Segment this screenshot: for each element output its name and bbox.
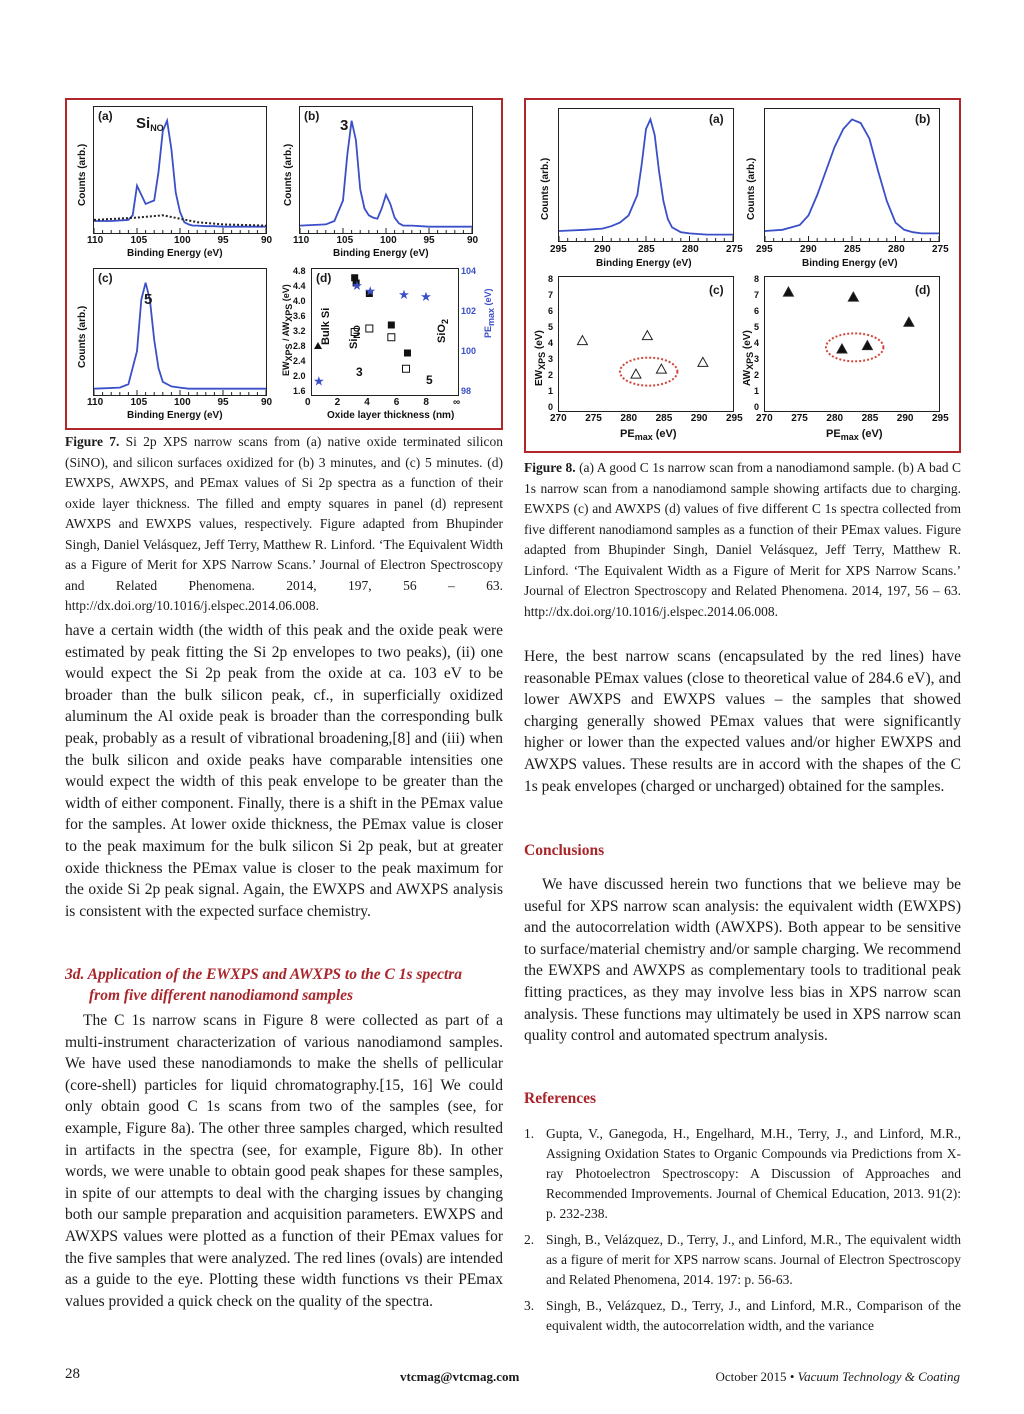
fig8a-plot	[558, 108, 734, 242]
fig8b-tag: (b)	[915, 112, 931, 126]
x-tick-label: 100	[174, 397, 191, 408]
fig7a-tag: (a)	[98, 109, 113, 123]
y-tick-label: 7	[754, 290, 760, 300]
x-tick-label: 90	[261, 235, 273, 246]
fig8c-xticks	[550, 413, 743, 425]
ew-triangle-point	[631, 369, 641, 378]
references-heading: References	[524, 1090, 597, 1107]
x-tick-label: 0	[305, 397, 311, 408]
fig7c-tag: (c)	[98, 271, 113, 285]
guide-oval	[620, 358, 677, 386]
fig8-caption-text: (a) A good C 1s narrow scan from a nanodiamond sample. (b) A bad C 1s narrow scan from a nanodiamond sample showing artifacts due to charging. EWXPS (c) and AWXPS (d) values of five different C 1s spectra collected from five different nanodiamond samples as a function of their PEmax values. Figure adapted from Bhupinder Singh, Daniel Velásquez, Jeff Terry, Matthew R. Linford. ‘The Equivalent Width as a Figure of Merit for XPS Narrow Scans.’ Journal of Electron Spectroscopy and Related Phenomena. 2014, 197, 56 – 63. http://dx.doi.org/10.1016/j.elspec.2014.06.008.	[524, 460, 961, 619]
conclusions-text-block	[524, 874, 961, 1047]
pemax-star: ★	[313, 374, 325, 390]
y2-tick-label: 104	[461, 266, 477, 276]
reference-number: 1.	[524, 1126, 535, 1141]
x-tick-label: 95	[423, 235, 435, 246]
x-tick-label: 295	[550, 244, 567, 255]
section-3d-heading	[65, 964, 503, 1006]
x-tick-label: 105	[130, 397, 148, 408]
y-tick-label: 5	[548, 322, 554, 332]
y-tick-label: 0	[548, 402, 554, 412]
fig7-panel-c	[77, 268, 277, 421]
fig8a-svg	[559, 109, 733, 241]
fig8c-svg	[559, 277, 733, 411]
fig7-caption-lead: Figure 7.	[65, 434, 120, 449]
figure-7-caption	[65, 432, 503, 617]
y-tick-label: 3.2	[293, 326, 306, 336]
fig7b-ylabel: Counts (arb.)	[283, 143, 294, 206]
left-para1-text: have a certain width (the width of this peak and the oxide peak were estimated by peak fitting the Si 2p envelopes to two peaks), (ii) one would expect the Si 2p peak from the oxide at ca. 103 eV to be broader than the bulk silicon peak, cf., in superficially oxidized aluminum the Al oxide peak is broader than the corresponding bulk peak, probably as a result of vibrational broadening,[8] and (iii) when the bulk silicon and oxide peaks have comparable intensities one would expect the width of this peak envelope to be greater than the width of either component. Finally, there is a shift in the PEmax value for the samples. At lower oxide thickness, the PEmax value is closer to the peak maximum for the bulk silicon Si 2p peak, but at greater oxide thickness the PEmax value is closer to the peak maximum for the oxide Si 2p peak signal. Again, the EWXPS and AWXPS analysis is consistent with the expected surface chemistry.	[65, 622, 503, 920]
y-tick-label: 3.6	[293, 311, 306, 321]
fig7a-plot	[93, 106, 267, 234]
fig7d-lab-3: 3	[356, 365, 363, 379]
fig8b-plot	[764, 108, 940, 242]
fig7-panel-b	[283, 106, 483, 259]
reference-number: 3.	[524, 1298, 535, 1313]
fig8b-svg	[765, 109, 939, 241]
x-tick-label: 4	[364, 397, 370, 408]
x-tick-label: 295	[726, 413, 743, 424]
fig8-panel-b	[744, 108, 954, 276]
section-3d-heading-line2: from five different nanodiamond samples	[89, 987, 354, 1004]
fig8-panel-d	[744, 276, 954, 448]
x-tick-label: 110	[87, 397, 104, 408]
fig7c-xlabel: Binding Energy (eV)	[127, 410, 223, 421]
y-tick-label: 4.8	[293, 266, 306, 276]
x-tick-label: 290	[896, 413, 914, 424]
fig8-caption-lead: Figure 8.	[524, 460, 576, 475]
pemax-star: ★	[364, 284, 376, 300]
fig7b-plot	[299, 106, 473, 234]
fig7d-ylabel-left: $EW_{XPS} / AW_{XPS}$ (eV)	[281, 284, 294, 376]
y2-tick-label: 102	[461, 306, 477, 316]
x-tick-label: 280	[826, 413, 844, 424]
conclusions-text: We have discussed herein two functions that we believe may be useful for XPS narrow scan analysis: the equivalent width (EWXPS) and the autocorrelation width (AWXPS). Both appear to be sensitive to surface/material chemistry and/or sample charging. We recommend the EWXPS and AWXPS as complementary tools to traditional peak fitting practices, as they may involve less bias in XPS narrow scan analysis. These functions may ultimately be used in XPS narrow scan quality control and automated spectrum analysis.	[524, 876, 961, 1045]
ew-triangle-point	[642, 331, 652, 340]
fig8d-svg	[765, 277, 939, 411]
x-tick-label: 100	[380, 235, 397, 246]
x-tick-label: 8	[423, 397, 429, 408]
fig8b-xlabel: Binding Energy (eV)	[802, 258, 898, 269]
x-tick-label: 285	[844, 244, 861, 255]
spectrum-line	[559, 119, 733, 234]
x-tick-label: 110	[87, 235, 104, 246]
fig8c-ylabel: $EW_{XPS}$ (eV)	[534, 330, 547, 386]
x-tick-label: 105	[130, 235, 148, 246]
x-tick-label: 290	[594, 244, 611, 255]
y-tick-label: 8	[548, 274, 554, 284]
fig7-caption-text: Si 2p XPS narrow scans from (a) native oxide terminated silicon (SiNO), and silicon surfaces oxidized for (b) 3 minutes, and (c) 5 minutes. (d) EWXPS, AWXPS, and PEmax values of Si 2p spectra as a function of their oxide layer thickness. The filled and empty squares in panel (d) represent AWXPS and EWXPS values, respectively. Figure adapted from Bhupinder Singh, Daniel Velásquez, Jeff Terry, Matthew R. Linford. ‘The Equivalent Width as a Figure of Merit for XPS Narrow Scans.’ Journal of Electron Spectroscopy and Related Phenomena. 2014, 197, 56 – 63. http://dx.doi.org/10.1016/j.elspec.2014.06.008.	[65, 434, 503, 613]
x-tick-label: 270	[550, 413, 567, 424]
left-column-para2	[65, 1010, 503, 1312]
y-tick-label: 4.0	[293, 296, 306, 306]
x-tick-label: 90	[261, 397, 273, 408]
x-tick-label: 285	[861, 413, 879, 424]
fig8c-plot	[558, 276, 734, 412]
fig7d-yticks-right	[461, 268, 481, 396]
footer-email[interactable]: vtcmag@vtcmag.com	[400, 1369, 520, 1384]
spectrum-line	[765, 119, 939, 233]
ew-empty-square	[388, 334, 395, 341]
y2-tick-label: 100	[461, 346, 477, 356]
fig7a-xticks	[87, 235, 273, 247]
fig8a-xticks	[550, 244, 743, 256]
y-tick-label: 7	[548, 290, 554, 300]
fig7b-xticks	[293, 235, 479, 247]
x-tick-label: 6	[393, 397, 400, 408]
spectrum-line	[94, 283, 266, 389]
y-tick-label: 4	[754, 338, 760, 348]
fig8a-tag: (a)	[709, 112, 724, 126]
fig7d-xticks	[305, 397, 461, 409]
x-tick-label: 275	[726, 244, 743, 255]
y-tick-label: 6	[548, 306, 554, 316]
ew-empty-square	[403, 365, 410, 372]
x-tick-label: 275	[791, 413, 808, 424]
aw-triangle-point	[848, 292, 858, 301]
figure-7	[65, 98, 503, 430]
x-tick-label: 290	[690, 413, 708, 424]
aw-triangle-point	[837, 344, 847, 353]
right-para1-text: Here, the best narrow scans (encapsulated by the red lines) have reasonable PEmax values (close to theoretical value of 284.6 eV), and lower AWXPS and EWXPS values – the samples that showed charging generally showed PEmax values that were significantly higher or lower than the expected values and/or higher EWXPS and AWXPS values. These results are in accord with the shapes of the C 1s peak envelopes (charged or uncharged) obtained for the samples.	[524, 648, 961, 795]
fig8d-ylabel: $AW_{XPS}$ (eV)	[742, 330, 755, 386]
fig7c-plot	[93, 268, 267, 396]
fig7d-xlabel: Oxide layer thickness (nm)	[327, 410, 455, 421]
fig7d-lab-bulk: Bulk Si	[320, 307, 332, 345]
fig7c-svg	[94, 269, 266, 395]
fig7-panel-a	[77, 106, 277, 259]
x-tick-label: 280	[888, 244, 905, 255]
fig8-panel-a	[530, 108, 743, 276]
fig7b-svg	[300, 107, 472, 233]
y-tick-label: 1.6	[293, 386, 306, 396]
y-tick-label: 1	[548, 386, 554, 396]
reference-item	[524, 1124, 961, 1224]
ew-triangle-point	[698, 357, 708, 366]
x-tick-label: 270	[756, 413, 773, 424]
x-tick-label: 280	[682, 244, 699, 255]
fig8c-xlabel: $PE_{max}$ (eV)	[620, 428, 677, 442]
aw-filled-square	[404, 350, 411, 357]
pemax-star: ★	[351, 279, 363, 295]
fig8d-xticks	[756, 413, 949, 425]
fig7a-ylabel: Counts (arb.)	[77, 143, 88, 206]
x-tick-label: 100	[174, 235, 191, 246]
y2-tick-label: 98	[461, 386, 472, 396]
ew-empty-square	[366, 325, 373, 332]
reference-number: 2.	[524, 1232, 535, 1247]
y-tick-label: 2.0	[293, 371, 306, 381]
x-tick-label: 90	[467, 235, 479, 246]
footer-magazine: Vacuum Technology & Coating	[797, 1369, 960, 1384]
left-para2-text: The C 1s narrow scans in Figure 8 were collected as part of a multi-instrument characterization of various nanodiamond samples. We have used these nanodiamonds to make the shells of pellicular (core-shell) particles for liquid chromatography.[15, 16] We could only obtain good C 1s scans from two of the samples (see, for example, Figure 8a). The other three samples charged, which resulted in artifacts in the spectra (see, for example, Figure 8b). In other words, we were unable to obtain good peak shapes for these samples, in spite of our attempts to deal with the charging issues by changing both our sample preparation and acquisition parameters. EWXPS and AWXPS values were plotted as a function of their PEmax values for the five samples that were analyzed. The red lines (ovals) are intended as a guide to the eye. Plotting these width functions vs their PEmax values provided a quick check on the quality of the spectra.	[65, 1012, 503, 1310]
reference-item	[524, 1296, 961, 1336]
fig8d-yticks	[754, 276, 764, 412]
fig7d-yticks-left	[293, 268, 309, 396]
figure-8	[524, 98, 961, 453]
x-tick-label: ∞	[453, 397, 461, 408]
fig7a-svg	[94, 107, 266, 233]
reference-item	[524, 1230, 961, 1290]
fig8b-xticks	[756, 244, 949, 256]
fig8d-xlabel: $PE_{max}$ (eV)	[826, 428, 883, 442]
fig7b-xlabel: Binding Energy (eV)	[333, 248, 429, 259]
fig8a-xlabel: Binding Energy (eV)	[596, 258, 692, 269]
y-tick-label: 2	[548, 370, 554, 380]
fig7d-plot	[311, 268, 459, 396]
aw-triangle-point	[862, 341, 872, 350]
x-tick-label: 285	[655, 413, 673, 424]
fig8b-ylabel: Counts (arb.)	[746, 157, 757, 220]
x-tick-label: 2	[334, 397, 341, 408]
x-tick-label: 275	[932, 244, 949, 255]
fig7d-lab-sio2: SiO$_2$	[436, 319, 450, 343]
ew-triangle-point	[656, 364, 666, 373]
fig7c-label: 5	[144, 291, 153, 308]
aw-filled-square	[388, 322, 395, 329]
y-tick-label: 0	[754, 402, 760, 412]
x-tick-label: 295	[756, 244, 773, 255]
page-number: 28	[65, 1366, 80, 1382]
pemax-star: ★	[420, 290, 432, 305]
fig8a-ylabel: Counts (arb.)	[540, 157, 551, 220]
y-tick-label: 2.4	[293, 356, 306, 366]
x-tick-label: 110	[293, 235, 310, 246]
x-tick-label: 290	[800, 244, 817, 255]
reference-text: Singh, B., Velázquez, D., Terry, J., and Linford, M.R., Comparison of the equivalent width, the autocorrelation width, and the variance	[546, 1298, 961, 1333]
fig8c-yticks	[548, 276, 558, 412]
fig7d-tag: (d)	[316, 271, 332, 285]
reference-text: Gupta, V., Ganegoda, H., Engelhard, M.H., Terry, J., and Linford, M.R., Assigning Oxidation States to Organic Compounds via Predictions from X-ray Photoelectron Spectroscopy: A Discussion of Approaches and Recommended Improvements. Journal of Chemical Education, 2013. 91(2): p. 232-238.	[546, 1126, 961, 1221]
y-tick-label: 1	[754, 386, 760, 396]
fig8d-tag: (d)	[915, 283, 931, 297]
ew-triangle-point	[577, 336, 587, 345]
fig7a-label: $Si_{NO}$	[136, 115, 164, 133]
fig7-panel-d	[281, 266, 501, 421]
x-tick-label: 105	[336, 235, 354, 246]
y-tick-label: 4.4	[293, 281, 306, 291]
aw-triangle-point	[783, 287, 793, 296]
fig7c-xticks	[87, 397, 273, 409]
left-column-para1	[65, 620, 503, 922]
fig7c-ylabel: Counts (arb.)	[77, 305, 88, 368]
guide-oval	[826, 333, 883, 361]
fig7a-xlabel: Binding Energy (eV)	[127, 248, 223, 259]
reference-text: Singh, B., Velázquez, D., Terry, J., and Linford, M.R., The equivalent width as a figure of merit for XPS narrow scans. Journal of Electron Spectroscopy and Related Phenomena, 2014. 197: p. 56-63.	[546, 1232, 961, 1287]
x-tick-label: 275	[585, 413, 602, 424]
aw-triangle-point	[904, 317, 914, 326]
figure-8-caption	[524, 458, 961, 622]
fig7d-lab-sino: $Si_{NO}$	[348, 325, 362, 349]
footer-issue-date: October 2015	[715, 1369, 787, 1384]
footer-issue	[688, 1369, 960, 1385]
y-tick-label: 4	[548, 338, 554, 348]
fig7b-label: 3	[340, 117, 349, 134]
spectrum-line	[94, 121, 266, 227]
fig8c-tag: (c)	[709, 283, 724, 297]
footer-bullet: •	[789, 1369, 795, 1384]
right-column-para1	[524, 646, 961, 797]
fig7d-lab-5: 5	[426, 373, 433, 387]
fig8-panel-c	[530, 274, 743, 448]
spectrum-line	[300, 121, 472, 227]
fig8d-plot	[764, 276, 940, 412]
x-tick-label: 280	[620, 413, 638, 424]
y-tick-label: 6	[754, 306, 760, 316]
y-tick-label: 3	[548, 354, 554, 364]
y-tick-label: 3	[754, 354, 760, 364]
x-tick-label: 285	[638, 244, 655, 255]
section-3d-heading-line1: 3d. Application of the EWXPS and AWXPS to the C 1s spectra	[65, 966, 463, 983]
x-tick-label: 95	[217, 397, 229, 408]
y-tick-label: 5	[754, 322, 760, 332]
x-tick-label: 95	[217, 235, 229, 246]
fig7d-ylabel-right: $PE_{max}$ (eV)	[483, 288, 496, 338]
x-tick-label: 295	[932, 413, 949, 424]
references-list	[524, 1124, 961, 1342]
fig7b-tag: (b)	[304, 109, 320, 123]
y-tick-label: 2	[754, 370, 760, 380]
y-tick-label: 8	[754, 274, 760, 284]
y-tick-label: 2.8	[293, 341, 306, 351]
pemax-star: ★	[398, 288, 410, 304]
conclusions-heading: Conclusions	[524, 842, 605, 859]
